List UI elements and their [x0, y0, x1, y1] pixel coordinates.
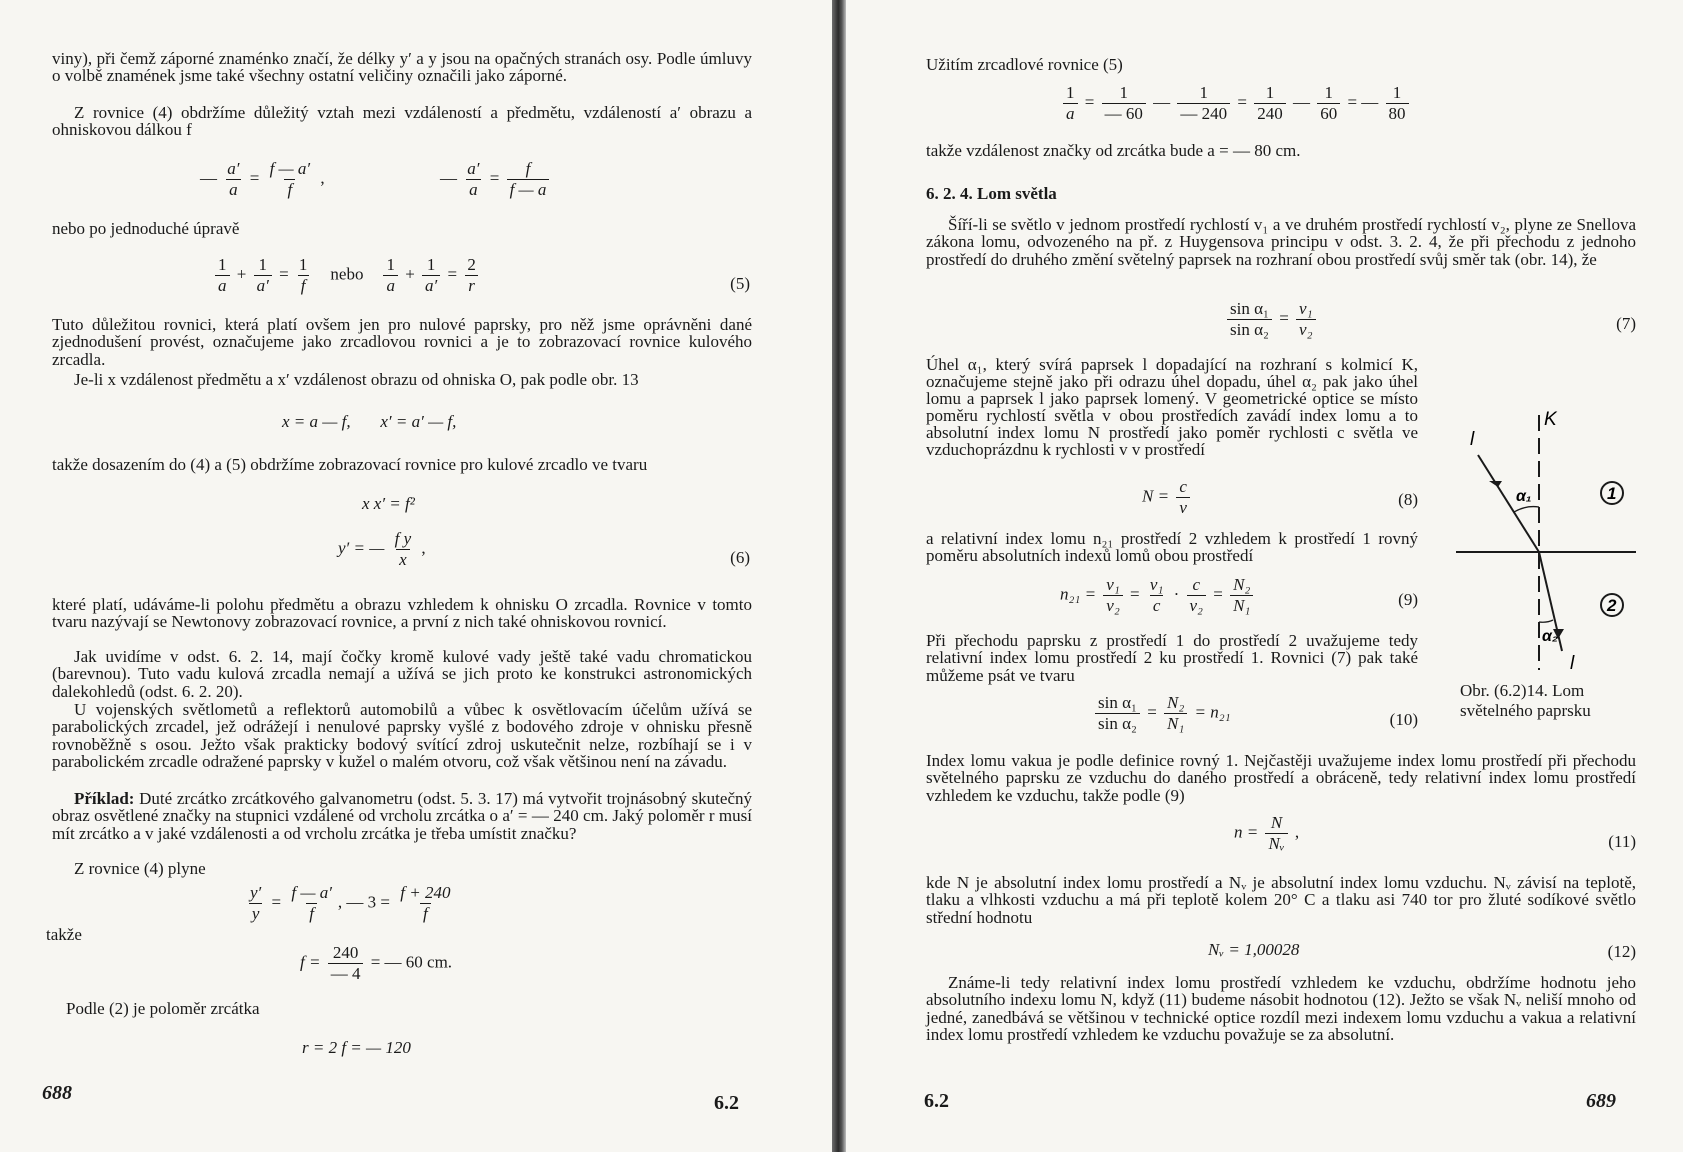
- paragraph: Je-li x vzdálenost předmětu a x′ vzdálenost obrazu od ohniska O, pak podle obr. 13: [74, 370, 639, 389]
- paragraph: Šíří-li se světlo v jednom prostředí rychlostí v₁ a ve druhém prostředí rychlostí v₂, plyne ze Snellova zákona lomu, odvozeného na př. z Huygensova principu v odst. 3. 2. 4, že při přechodu z jednoho prostředí do druhého změní světelný paprsek na rozhraní obou prostředí svůj směr tak (obr. 14), že: [926, 215, 1636, 269]
- caption-line: světelného paprsku: [1460, 701, 1591, 720]
- equation-label: (9): [1398, 590, 1418, 609]
- page-number: 689: [1586, 1090, 1616, 1112]
- book-gutter: [832, 0, 846, 1152]
- paragraph: kde N je absolutní index lomu prostředí a Nᵥ je absolutní index lomu vzduchu. Nᵥ závisí na teplotě, tlaku a vlhkosti vzduchu a má při teplotě kolem 20° C a tlaku asi 740 tor pro žluté sodíkové světlo střední hodnotu: [926, 873, 1636, 927]
- paragraph: Jak uvidíme v odst. 6. 2. 14, mají čočky kromě kulové vady ještě také vadu chromatickou (barevnou). Tuto vadu kulová zrcadla nemají a užívá se jich proto ke konstrukci astronomických dalekohledů (odst. 6. 2. 20).: [52, 647, 752, 701]
- paragraph: takže dosazením do (4) a (5) obdržíme zobrazovací rovnice pro kulové zrcadlo ve tvaru: [52, 455, 648, 474]
- paragraph: nebo po jednoduché úpravě: [52, 219, 240, 238]
- equation-label: (7): [1616, 314, 1636, 333]
- paragraph: Z rovnice (4) obdržíme důležitý vztah mezi vzdáleností a předmětu, vzdáleností a′ obrazu a ohniskovou dálkou f: [52, 103, 752, 140]
- figure-caption: [1460, 681, 1591, 721]
- paragraph: Podle (2) je poloměr zrcátka: [66, 999, 260, 1018]
- angle-arc-1: [1514, 507, 1539, 512]
- paragraph: Při přechodu paprsku z prostředí 1 do prostředí 2 uvažujeme tedy relativní index lomu prostředí 2 ku prostředí 1. Rovnici (7) pak také můžeme psát ve tvaru: [926, 631, 1418, 685]
- equation-example-3: r = 2 f = — 120: [302, 1038, 411, 1057]
- equation-10: $\frac{\text{sin α₁}}{\text{sin α₂}}$ = $\frac{\text{N₂}}{\text{N₁}}$ = n₂₁: [1092, 694, 1231, 733]
- equation-label: (12): [1607, 942, 1636, 961]
- paragraph: takže vzdálenost značky od zrcátka bude a = — 80 cm.: [926, 141, 1301, 160]
- equation-label: (5): [730, 274, 750, 293]
- medium-1-label: 1: [1607, 484, 1617, 503]
- paragraph: viny), při čemž záporné znaménko značí, že délky y′ a y jsou na opačných stranách osy. Podle úmluvy o volbě znamének jsme také všechny ostatní veličiny označili jako záporné.: [52, 49, 752, 86]
- equation-mirror-5: $\frac{1}{a}$ + $\frac{1}{a'}$ = $\frac{1}{f}$ nebo $\frac{1}{a}$ + $\frac{1}{a'}$ = $\frac{2}{r}$: [212, 256, 482, 295]
- incident-ray-label: l: [1470, 429, 1475, 450]
- caption-line: Obr. (6.2)14. Lom: [1460, 681, 1585, 700]
- paragraph: Z rovnice (4) plyne: [74, 859, 206, 878]
- paragraph: Úhel α₁, který svírá paprsek l dopadající na rozhraní s kolmicí K, označujeme stejně jako při odrazu úhel dopadu, úhel α₂ pak jako úhel lomu a paprsek l jako paprsek lomený. V geometrické optice se místo poměru rychlostí světla v obou prostředích zavádí index lomu a to absolutní index lomu N prostředí jako poměr rychlosti c světla ve vzduchoprázdnu k rychlosti v v prostředí: [926, 355, 1418, 460]
- equation-example-1: $\frac{y'}{y}$ = $\frac{f — a'}{f}$ , — 3 = $\frac{f + 240}{f}$: [250, 883, 451, 923]
- equation-11: n = $\frac{N}{\text{Nᵥ}}$ ,: [1234, 813, 1300, 853]
- equation-7: $\frac{\text{sin α₁}}{\text{sin α₂}}$ = $\frac{\text{v₁}}{\text{v₂}}$: [1224, 300, 1319, 339]
- equation-label: (6): [730, 548, 750, 567]
- equation-8: N = $\frac{c}{v}$: [1142, 478, 1193, 517]
- paragraph: které platí, udáváme-li polohu předmětu a obrazu vzhledem k ohnisku O zrcadla. Rovnice v tomto tvaru nazývají se Newtonovy zobrazovací rovnice, a první z nich také ohniskovou rovnicí.: [52, 595, 752, 632]
- paragraph: Užitím zrcadlové rovnice (5): [926, 55, 1123, 74]
- section-marker: 6.2: [714, 1092, 739, 1114]
- angle-label-2: α₂: [1542, 628, 1559, 645]
- incident-arrow-icon: [1489, 481, 1502, 487]
- refracted-ray-label: l: [1570, 653, 1575, 674]
- equation-ratio-1: — $\frac{a'}{a}$ = $\frac{f — a'}{f}$ ,: [200, 159, 325, 199]
- equation-mirror-example: $\frac{1}{a}$ = $\frac{1}{— 60}$ — $\frac{1}{— 240}$ = $\frac{1}{240}$ — $\frac{1}{60}$ = — $\frac{1}{80}$: [1060, 84, 1412, 123]
- paragraph: U vojenských světlometů a reflektorů automobilů a vůbec k osvětlovacím účelům užívá se parabolických zrcadel, jež odrážejí i nenulové paprsky vyšlé z bodového zdroje v ohnisku přesně rovnoběžně s osou. Ježto však prakticky bodový svítící zdroj uskutečnit nelze, rozbíhají se i v parabolickém zrcadle odražené paprsky v kužel o malém otvoru, což však většinou není na závadu.: [52, 700, 752, 772]
- angle-arc-2: [1539, 620, 1553, 622]
- page-number: 688: [42, 1082, 72, 1104]
- medium-2-label: 2: [1607, 596, 1617, 615]
- section-marker: 6.2: [924, 1090, 949, 1112]
- normal-label: K: [1544, 409, 1557, 430]
- equation-ratio-2: — $\frac{a'}{a}$ = $\frac{f}{f — a}$: [440, 160, 552, 199]
- paragraph: Index lomu vakua je podle definice rovný 1. Nejčastěji uvažujeme index lomu prostředí při přechodu světelného paprsku ze vzduchu do daného prostředí a obráceně, tedy relativní index lomu prostředí vzhledem ke vzduchu, takže podle (9): [926, 751, 1636, 805]
- equation-9: n₂₁ = $\frac{\text{v₁}}{\text{v₂}}$ = $\frac{\text{v₁}}{c}$ · $\frac{c}{\text{v₂}}$ = $\frac{\text{N₂}}{\text{N₁}}$: [1060, 576, 1256, 615]
- refraction-figure: [1456, 405, 1656, 675]
- equation-12: Nᵥ = 1,00028: [1208, 940, 1300, 959]
- paragraph-example: Příklad: Duté zrcátko zrcátkového galvanometru (odst. 5. 3. 17) má vytvořit trojnásobný skutečný obraz osvětlené značky na stupnici vzdálené od vrcholu zrcátka o a′ = — 240 cm. Jaký poloměr r musí mít zrcátko a v jaké vzdálenosti a od vrcholu zrcátka je třeba umístit značku?: [52, 789, 752, 843]
- equation-6: y′ = — $\frac{\text{f y}}{x}$ ,: [338, 529, 426, 569]
- equation-newton: x x′ = f²: [362, 494, 415, 513]
- right-page: [846, 0, 1683, 1152]
- section-heading: 6. 2. 4. Lom světla: [926, 184, 1057, 203]
- paragraph: Tuto důležitou rovnici, která platí ovšem jen pro nulové paprsky, pro něž jsme oprávněni dané zjednodušení provést, označujeme jako zrcadlovou rovnici a je to zobrazovací rovnice kulového zrcadla.: [52, 315, 752, 369]
- equation-example-2: f = $\frac{240}{— 4}$ = — 60 cm.: [300, 943, 453, 983]
- paragraph: Známe-li tedy relativní index lomu prostředí vzhledem ke vzduchu, obdržíme hodnotu jeho absolutního indexu lomu N, když (11) budeme násobit hodnotou (12). Ježto se však Nᵥ neliší mnoho od jedné, zanedbává se většinou v technické optice rozdíl mezi indexem lomu vzduchu a vakua a relativní index lomu prostředí vzhledem ke vzduchu považuje se za absolutní.: [926, 973, 1636, 1045]
- paragraph: takže: [46, 925, 82, 944]
- equation-label: (8): [1398, 490, 1418, 509]
- left-page: [0, 0, 832, 1152]
- paragraph: a relativní index lomu n₂₁ prostředí 2 vzhledem k prostředí 1 rovný poměru absolutních indexů lomů obou prostředí: [926, 529, 1418, 566]
- angle-label-1: α₁: [1516, 488, 1532, 505]
- equation-x: x = a — f, x′ = a′ — f,: [282, 412, 457, 431]
- equation-label: (11): [1608, 832, 1636, 851]
- equation-label: (10): [1389, 710, 1418, 729]
